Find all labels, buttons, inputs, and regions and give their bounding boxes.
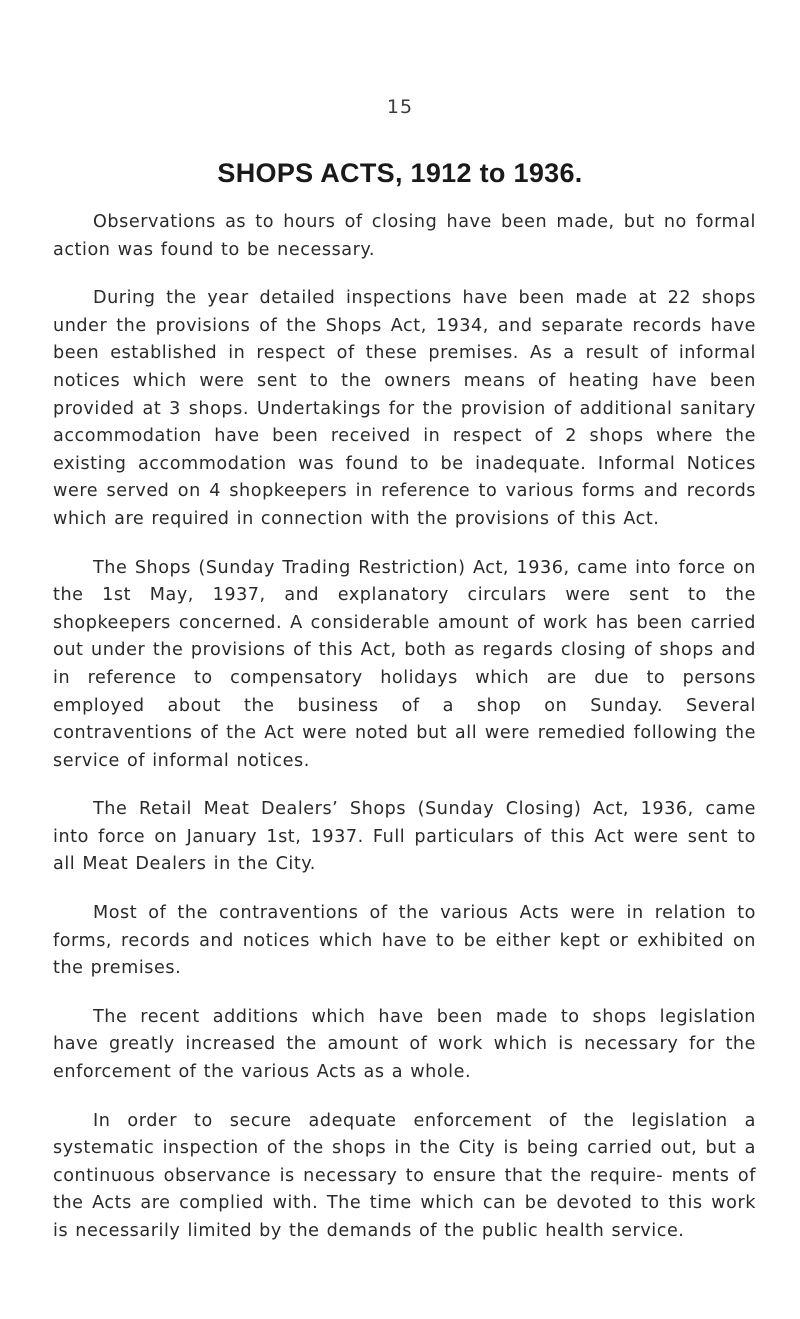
page-number: 15 bbox=[386, 96, 414, 118]
paragraph-meat-dealers: The Retail Meat Dealers’ Shops (Sunday Closing) Act, 1936, came into force on January 1st, 1937. Full particulars of this Act were sent to all Meat Dealers in the City. bbox=[53, 799, 756, 875]
paragraph-contraventions: Most of the contraventions of the various Acts were in relation to forms, records and notices which have to be either kept or exhibited on the premises. bbox=[53, 903, 756, 979]
paragraph-enforcement: In order to secure adequate enforcement of the legislation a systematic inspection of the shops in the City is being carried out, but a continuous observance is necessary to ensure that the require- ments of the Acts are complied with. The time which can be devoted to this work is necessarily limited by the demands of the public health service. bbox=[53, 1110, 756, 1241]
paragraph-legislation-additions: The recent additions which have been made to shops legislation have greatly increased the amount of work which is necessary for the enforcement of the various Acts as a whole. bbox=[53, 1006, 756, 1083]
body-text bbox=[53, 209, 756, 1267]
page-title: SHOPS ACTS, 1912 to 1936. bbox=[217, 158, 583, 188]
paragraph-sunday-trading: The Shops (Sunday Trading Restriction) Act, 1936, came into force on the 1st May, 1937, and explanatory circulars were sent to the shopkeepers concerned. A considerable amount of work has been carried out under the provisions of this Act, both as regards closing of shops and in reference to compensatory holidays which are due to persons employed about the business of a shop on Sunday. Several contraventions of the Act were noted but all were remedied following the service of informal notices. bbox=[53, 557, 756, 771]
paragraph-inspections: During the year detailed inspections have been made at 22 shops under the provisions of the Shops Act, 1934, and separate records have been established in respect of these premises. As a result of informal notices which were sent to the owners means of heating have been provided at 3 shops. Undertakings for the provision of additional sanitary accommodation have been received in respect of 2 shops where the existing accommodation was found to be inadequate. Informal Notices were served on 4 shopkeepers in reference to various forms and records which are required in connection with the provisions of this Act. bbox=[53, 288, 756, 529]
paragraph-closing-hours: Observations as to hours of closing have been made, but no formal action was found to be necessary. bbox=[53, 212, 756, 260]
